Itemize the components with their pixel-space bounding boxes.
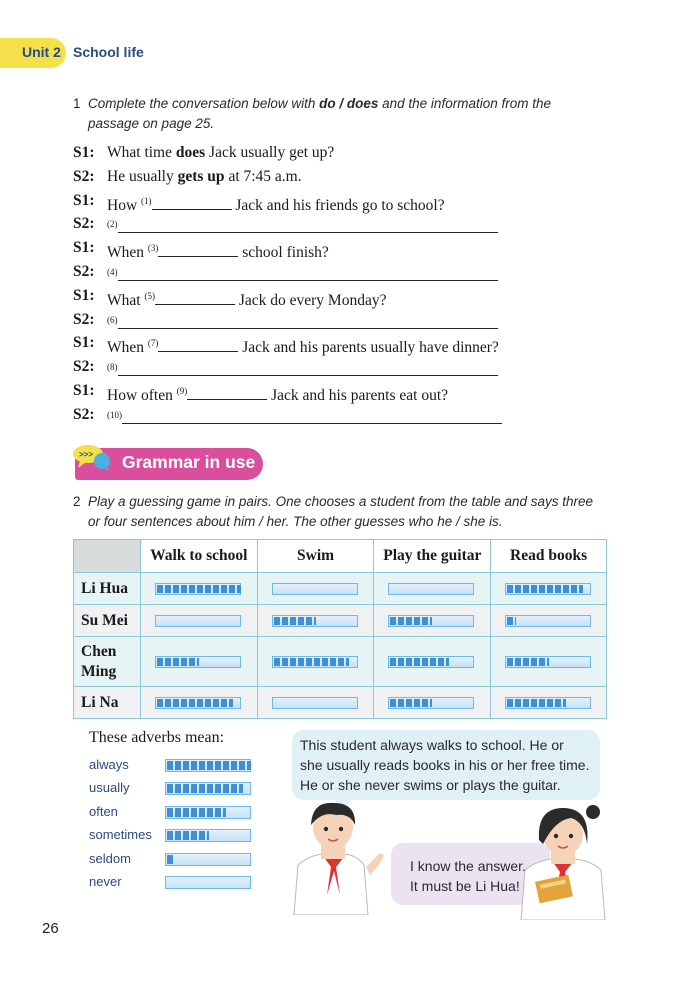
conversation-line	[73, 285, 533, 309]
unit-label: Unit 2	[22, 44, 61, 60]
conversation-line	[73, 261, 533, 285]
speech-bubble-icon	[70, 442, 114, 472]
adverb-bar-fill	[167, 855, 175, 864]
task1-text-bold: do / does	[319, 96, 379, 111]
adverb-bar	[165, 829, 251, 842]
adverbs-heading: These adverbs mean:	[89, 729, 225, 746]
speaker-label: S2:	[73, 215, 95, 233]
frequency-bar-fill	[507, 617, 515, 625]
utterance-text: Jack and his parents usually have dinner?	[238, 339, 499, 357]
frequency-bar	[272, 656, 358, 668]
blank-number: (3)	[147, 243, 159, 254]
task2-text-line1: Play a guessing game in pairs. One chooses a student from the table and says three	[88, 494, 594, 509]
frequency-bar-fill	[274, 617, 316, 625]
blank-number: (10)	[107, 409, 122, 420]
frequency-bar	[155, 583, 241, 595]
frequency-bar-fill	[390, 658, 449, 666]
utterance	[107, 142, 334, 164]
utterance-text: How	[107, 196, 142, 214]
column-header-walk: Walk to school	[140, 540, 257, 573]
answer-blank[interactable]	[158, 241, 238, 257]
frequency-bar	[155, 615, 241, 627]
answer-blank[interactable]	[118, 313, 498, 329]
utterance	[107, 166, 302, 188]
blank-number: (8)	[107, 362, 118, 373]
frequency-bar-fill	[157, 658, 199, 666]
speaker-label: S2:	[73, 358, 95, 376]
adverb-row	[89, 778, 259, 801]
speech-girl-line1: I know the answer.	[410, 858, 526, 874]
frequency-bar-fill	[507, 585, 583, 593]
adverb-bar	[165, 806, 251, 819]
adverbs-legend	[89, 755, 259, 895]
conversation-line	[73, 166, 533, 190]
frequency-bar-fill	[507, 699, 566, 707]
conversation-line	[73, 237, 533, 261]
frequency-bar-fill	[390, 617, 432, 625]
speech-boy-line3: He or she never swims or plays the guitar.	[300, 777, 561, 793]
table-row	[74, 605, 607, 637]
adverb-row	[89, 825, 259, 848]
task1-text-a: Complete the conversation below with	[88, 96, 320, 111]
frequency-bar	[388, 697, 474, 709]
speaker-label: S1:	[73, 191, 95, 209]
conversation-line	[73, 190, 533, 214]
task2-number: 2	[73, 494, 81, 509]
student-name: Chen Ming	[74, 637, 141, 687]
speaker-label: S1:	[73, 286, 95, 304]
conversation-line	[73, 332, 533, 356]
frequency-bar	[272, 615, 358, 627]
conversation-line	[73, 380, 533, 404]
adverb-bar-fill	[167, 784, 243, 793]
girl-illustration	[515, 800, 625, 920]
speaker-label: S2:	[73, 310, 95, 328]
frequency-bar	[272, 697, 358, 709]
answer-blank[interactable]	[158, 336, 238, 352]
adverb-bar-fill	[167, 808, 226, 817]
blank-number: (7)	[147, 338, 159, 349]
speech-boy-line1: This student always walks to school. He or	[300, 737, 564, 753]
utterance	[107, 404, 502, 431]
adverb-word: often	[89, 803, 118, 819]
utterance-text: What	[107, 291, 145, 309]
speech-girl-line2: It must be Li Hua!	[410, 878, 520, 894]
adverb-word: sometimes	[89, 827, 152, 843]
answer-blank[interactable]	[118, 265, 498, 281]
utterance-text: Jack do every Monday?	[234, 291, 387, 309]
utterance-bold: does	[175, 144, 206, 161]
table-row	[74, 573, 607, 605]
task2-instruction	[73, 492, 648, 532]
adverb-word: never	[89, 873, 122, 889]
speaker-label: S1:	[73, 239, 95, 257]
adverb-word: seldom	[89, 850, 131, 866]
frequency-bar	[505, 656, 591, 668]
column-header-swim: Swim	[257, 540, 374, 573]
speaker-label: S2:	[73, 167, 95, 185]
conversation-line	[73, 404, 533, 428]
frequency-bar	[505, 697, 591, 709]
frequency-bar	[505, 583, 591, 595]
frequency-bar-fill	[157, 585, 241, 593]
student-name: Su Mei	[74, 605, 141, 637]
student-name: Li Na	[74, 687, 141, 719]
frequency-table	[73, 539, 607, 719]
unit-title: School life	[73, 44, 144, 60]
task1-instruction	[73, 94, 608, 134]
utterance-text: How often	[107, 386, 177, 404]
blank-number: (5)	[144, 290, 155, 301]
adverb-row	[89, 872, 259, 895]
page-number: 26	[42, 920, 59, 937]
answer-blank[interactable]	[118, 217, 498, 233]
frequency-bar-fill	[274, 658, 350, 666]
conversation-line	[73, 356, 533, 380]
frequency-bar	[155, 656, 241, 668]
adverb-row	[89, 849, 259, 872]
frequency-bar	[388, 583, 474, 595]
utterance-bold: gets up	[177, 167, 225, 185]
frequency-bar	[272, 583, 358, 595]
grammar-banner-title: Grammar in use	[122, 452, 256, 472]
utterance-text: at 7:45 a.m.	[224, 167, 302, 185]
table-corner-cell	[74, 540, 141, 573]
adverb-bar-fill	[167, 831, 209, 840]
frequency-bar-fill	[390, 699, 432, 707]
table-header-row	[74, 540, 607, 573]
task2-text-line2: or four sentences about him / her. The other guesses who he / she is.	[88, 514, 503, 529]
task1-text-line2: passage on page 25.	[88, 116, 215, 131]
column-header-read: Read books	[491, 540, 607, 573]
utterance-text: Jack and his parents eat out?	[267, 386, 449, 404]
utterance-text: What time	[107, 144, 176, 161]
table-row	[74, 687, 607, 719]
speech-bubble-boy-text	[300, 735, 600, 795]
answer-blank[interactable]	[118, 360, 498, 376]
conversation-line	[73, 213, 533, 237]
task1-text-b: and the information from the	[378, 96, 551, 111]
blank-number: (4)	[107, 266, 118, 277]
utterance-text: Jack usually get up?	[205, 144, 335, 161]
adverb-bar	[165, 876, 251, 889]
student-name: Li Hua	[74, 573, 141, 605]
frequency-bar	[155, 697, 241, 709]
frequency-bar	[505, 615, 591, 627]
frequency-bar	[388, 656, 474, 668]
column-header-guitar: Play the guitar	[374, 540, 491, 573]
conversation-line	[73, 142, 533, 166]
adverb-row	[89, 755, 259, 778]
utterance-text: When	[107, 244, 148, 262]
speaker-label: S1:	[73, 334, 95, 352]
answer-blank[interactable]	[155, 289, 235, 305]
speech-bubble-icon-text: >>>	[79, 450, 94, 459]
table-row	[74, 637, 607, 687]
blank-number: (6)	[107, 314, 118, 325]
utterance-text: school finish?	[238, 244, 329, 262]
speaker-label: S1:	[73, 144, 95, 161]
boy-illustration	[284, 795, 394, 915]
speaker-label: S2:	[73, 262, 95, 280]
speaker-label: S2:	[73, 405, 95, 423]
adverb-bar-fill	[167, 761, 251, 770]
adverb-row	[89, 802, 259, 825]
adverb-word: usually	[89, 780, 130, 796]
blank-number: (9)	[176, 385, 188, 396]
blank-number: (1)	[141, 195, 152, 206]
answer-blank[interactable]	[122, 408, 502, 424]
conversation-line	[73, 309, 533, 333]
utterance-text: He usually	[107, 167, 178, 185]
answer-blank[interactable]	[187, 384, 267, 400]
frequency-bar-fill	[507, 658, 549, 666]
utterance-text: When	[107, 339, 148, 357]
adverb-word: always	[89, 757, 129, 772]
speaker-label: S1:	[73, 381, 95, 399]
speech-boy-line2: she usually reads books in his or her free time.	[300, 757, 590, 773]
utterance-text: Jack and his friends go to school?	[231, 196, 445, 214]
adverb-bar	[165, 782, 251, 795]
frequency-bar	[388, 615, 474, 627]
frequency-bar-fill	[157, 699, 233, 707]
blank-number: (2)	[107, 219, 118, 230]
task1-number: 1	[73, 96, 81, 111]
answer-blank[interactable]	[152, 194, 232, 210]
conversation	[73, 142, 533, 428]
adverb-bar	[165, 759, 251, 772]
adverb-bar	[165, 853, 251, 866]
